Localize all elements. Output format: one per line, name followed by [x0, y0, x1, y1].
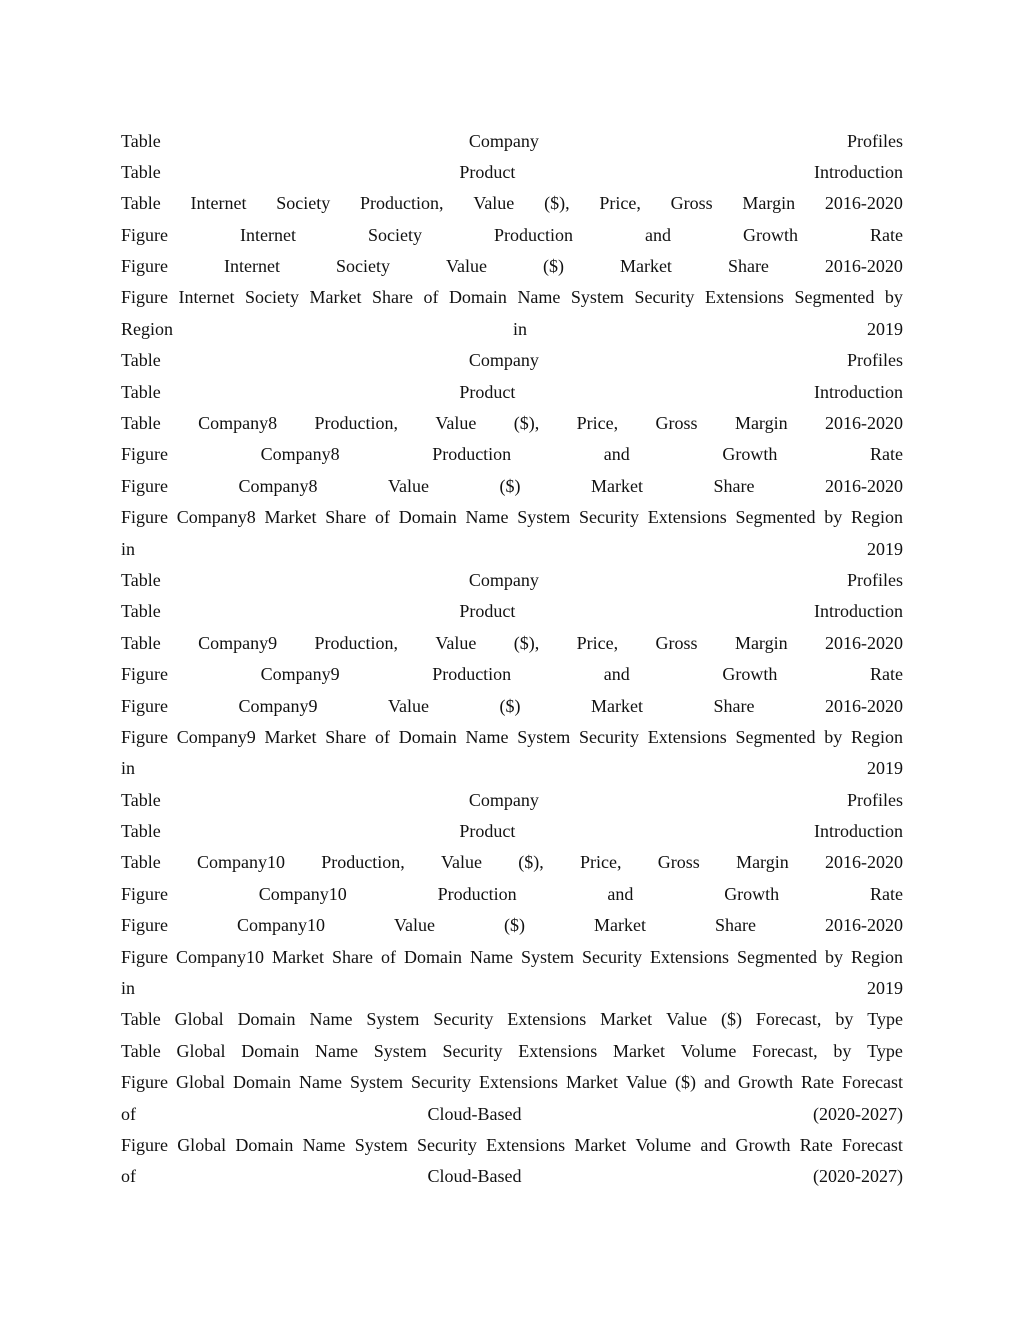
document-word: of — [380, 946, 396, 967]
document-word: by — [835, 1009, 854, 1030]
document-word: Cloud-Based — [427, 1103, 522, 1124]
document-word: Company9 — [238, 695, 318, 716]
document-word: Rate — [800, 1072, 834, 1093]
document-word: Product — [459, 381, 516, 402]
document-word: and — [703, 1072, 730, 1093]
document-word: Market — [264, 726, 317, 747]
document-line — [121, 565, 903, 596]
document-word: Market — [566, 1072, 618, 1093]
document-word: Name — [469, 946, 513, 967]
document-word: by — [824, 507, 843, 528]
document-word: Name — [465, 507, 509, 528]
document-word: Price, — [576, 632, 619, 653]
document-word: Value — [666, 1009, 708, 1030]
document-word: Share — [727, 256, 769, 277]
document-word: Company10 — [196, 852, 285, 873]
document-word: Segmented — [794, 287, 875, 308]
document-word: and — [607, 883, 634, 904]
document-line — [121, 628, 903, 659]
document-word: System — [570, 287, 624, 308]
document-word: Cloud-Based — [427, 1166, 522, 1187]
document-word: Price, — [576, 413, 619, 434]
document-word: Production — [432, 444, 512, 465]
document-word: 2016-2020 — [825, 632, 903, 653]
document-word: ($) — [542, 256, 564, 277]
document-word: Value — [435, 632, 477, 653]
document-word: Introduction — [814, 821, 903, 842]
document-line — [121, 1036, 903, 1067]
document-word: of — [121, 1103, 136, 1124]
document-word: Market — [590, 475, 643, 496]
document-line — [121, 879, 903, 910]
document-word: Security — [578, 507, 639, 528]
document-word: 2019 — [867, 758, 903, 779]
document-word: Value — [394, 915, 435, 936]
document-word: Table — [121, 601, 161, 622]
document-word: Segmented — [735, 726, 816, 747]
document-word: Internet — [240, 224, 296, 245]
document-word: Table — [121, 852, 161, 873]
document-word: Share — [325, 507, 367, 528]
document-word: ($), — [513, 632, 540, 653]
document-line — [121, 282, 903, 313]
document-word: Figure — [121, 1072, 168, 1093]
document-line — [121, 345, 903, 376]
document-word: Rate — [799, 1135, 833, 1155]
document-word: Table — [121, 413, 161, 434]
document-word: Volume — [680, 1040, 737, 1061]
document-word: in — [121, 978, 136, 999]
document-word: ($) — [674, 1072, 696, 1093]
document-line — [121, 188, 903, 219]
document-word: Domain — [403, 946, 462, 967]
document-word: Extensions — [479, 1072, 558, 1093]
document-word: 2016-2020 — [825, 852, 903, 873]
document-word: Extensions — [704, 287, 784, 308]
document-word: in — [512, 318, 527, 339]
document-word: Profiles — [847, 789, 903, 810]
document-word: Margin — [736, 852, 789, 873]
document-line — [121, 1067, 903, 1098]
document-word: Market — [309, 287, 362, 308]
document-word: Extensions — [649, 946, 729, 967]
document-word: Internet — [224, 256, 280, 277]
document-word: 2016-2020 — [824, 695, 903, 716]
document-word: and — [603, 444, 630, 465]
document-word: Extensions — [647, 507, 727, 528]
document-word: Forecast, — [755, 1009, 822, 1030]
document-word: Global — [176, 1040, 226, 1061]
document-word: Society — [276, 193, 331, 214]
document-word: Volume — [635, 1135, 692, 1155]
document-word: Production — [493, 224, 573, 245]
document-word: Forecast — [841, 1072, 903, 1093]
document-word: Share — [713, 695, 755, 716]
document-word: Society — [367, 224, 422, 245]
document-word: System — [517, 726, 571, 747]
document-word: Figure — [121, 444, 168, 465]
document-word: Company — [468, 130, 539, 151]
document-word: Market — [590, 695, 643, 716]
document-line — [121, 251, 903, 282]
document-word: Market — [574, 1135, 627, 1155]
document-word: System — [349, 1072, 403, 1093]
document-word: Figure — [121, 1135, 168, 1155]
document-word: Figure — [121, 664, 168, 685]
document-word: Production, — [360, 193, 444, 214]
document-word: Domain — [241, 1040, 300, 1061]
document-line — [121, 314, 903, 345]
document-word: Growth — [737, 1072, 793, 1093]
document-word: in — [121, 538, 136, 559]
document-word: by — [824, 946, 843, 967]
document-word: Value — [441, 852, 482, 873]
document-word: (2020-2027) — [813, 1103, 903, 1124]
document-word: Company9 — [176, 726, 256, 747]
document-line — [121, 1004, 903, 1035]
document-word: Security — [442, 1040, 503, 1061]
document-word: Name — [299, 1072, 342, 1093]
document-word: Profiles — [847, 569, 903, 590]
document-line — [121, 659, 903, 690]
document-word: Introduction — [814, 161, 903, 182]
document-word: 2016-2020 — [825, 413, 903, 434]
document-word: Price, — [580, 852, 622, 873]
document-word: Region — [850, 726, 903, 747]
document-word: Name — [517, 287, 561, 308]
document-line — [121, 942, 903, 973]
document-line — [121, 126, 903, 157]
document-word: Extensions — [518, 1040, 598, 1061]
document-word: Table — [121, 350, 161, 371]
document-word: Gross — [655, 413, 698, 434]
document-word: Market — [619, 256, 672, 277]
document-word: Company8 — [238, 475, 318, 496]
document-word: Domain — [233, 1072, 291, 1093]
document-word: Region — [850, 946, 903, 967]
document-word: ($) — [720, 1009, 742, 1030]
document-word: Global — [176, 1072, 225, 1093]
document-word: Growth — [722, 444, 778, 465]
document-line — [121, 1130, 903, 1161]
document-word: Rate — [869, 224, 903, 245]
document-word: Introduction — [814, 601, 903, 622]
document-word: Growth — [742, 224, 798, 245]
document-word: Company10 — [176, 946, 264, 967]
document-word: and — [700, 1135, 727, 1155]
document-word: Share — [371, 287, 413, 308]
document-word: Society — [244, 287, 299, 308]
document-word: Value — [388, 695, 429, 716]
document-text-block — [121, 126, 903, 1193]
document-word: Figure — [121, 726, 168, 747]
document-word: System — [354, 1135, 408, 1155]
document-word: 2019 — [867, 978, 903, 999]
document-word: Company10 — [237, 915, 325, 936]
document-word: Rate — [869, 883, 903, 904]
document-word: Margin — [734, 413, 788, 434]
document-word: Table — [121, 1009, 161, 1030]
document-word: 2019 — [867, 538, 903, 559]
document-word: of — [423, 287, 439, 308]
document-line — [121, 1161, 903, 1192]
document-word: Figure — [121, 695, 168, 716]
document-word: Production, — [321, 852, 405, 873]
document-word: Production — [437, 883, 517, 904]
document-line — [121, 220, 903, 251]
document-word: Table — [121, 821, 161, 842]
document-word: Introduction — [814, 381, 903, 402]
document-word: 2016-2020 — [824, 915, 903, 936]
document-word: Figure — [121, 883, 168, 904]
document-word: Profiles — [847, 130, 903, 151]
document-word: Name — [465, 726, 509, 747]
document-word: Figure — [121, 287, 168, 308]
document-word: Company10 — [258, 883, 347, 904]
document-word: Market — [593, 915, 646, 936]
document-word: System — [517, 507, 571, 528]
document-word: ($), — [513, 413, 540, 434]
document-word: Company8 — [260, 444, 340, 465]
document-word: 2016-2020 — [824, 256, 903, 277]
document-word: Global — [174, 1009, 224, 1030]
document-line — [121, 785, 903, 816]
document-word: Growth — [724, 883, 780, 904]
document-word: System — [366, 1009, 420, 1030]
document-word: of — [121, 1166, 136, 1187]
document-word: Forecast — [841, 1135, 903, 1155]
document-word: Value — [388, 475, 429, 496]
document-word: Name — [314, 1040, 358, 1061]
document-word: Type — [867, 1009, 903, 1030]
document-word: 2016-2020 — [824, 475, 903, 496]
document-word: Security — [578, 726, 639, 747]
document-word: Margin — [734, 632, 788, 653]
document-word: Company — [468, 350, 539, 371]
document-word: Region — [850, 507, 903, 528]
document-word: by — [833, 1040, 852, 1061]
document-word: System — [373, 1040, 427, 1061]
document-word: Rate — [869, 444, 903, 465]
document-word: Segmented — [736, 946, 817, 967]
document-word: Name — [302, 1135, 346, 1155]
document-word: Share — [325, 726, 367, 747]
document-word: Table — [121, 193, 161, 214]
document-word: Table — [121, 1040, 161, 1061]
document-line — [121, 596, 903, 627]
document-word: Gross — [657, 852, 700, 873]
document-word: Type — [867, 1040, 903, 1061]
document-word: Company9 — [260, 664, 340, 685]
document-line — [121, 910, 903, 941]
document-word: Global — [177, 1135, 227, 1155]
document-word: Figure — [121, 915, 168, 936]
document-word: Company — [468, 569, 539, 590]
document-word: Security — [433, 1009, 494, 1030]
document-word: Internet — [190, 193, 247, 214]
document-word: (2020-2027) — [813, 1166, 903, 1187]
document-word: Society — [335, 256, 390, 277]
document-line — [121, 816, 903, 847]
document-word: Figure — [121, 256, 168, 277]
document-word: Product — [459, 821, 516, 842]
document-word: Table — [121, 632, 161, 653]
document-line — [121, 847, 903, 878]
document-word: Forecast, — [752, 1040, 818, 1061]
document-word: ($) — [503, 915, 525, 936]
document-word: Security — [634, 287, 695, 308]
document-word: Value — [435, 413, 477, 434]
document-word: Company — [468, 789, 539, 810]
document-word: ($) — [499, 475, 521, 496]
document-word: Figure — [121, 224, 168, 245]
document-word: 2019 — [866, 318, 903, 339]
document-word: Security — [416, 1135, 477, 1155]
document-word: Extensions — [647, 726, 727, 747]
document-word: 2016-2020 — [824, 193, 903, 214]
document-word: Rate — [869, 664, 903, 685]
document-line — [121, 377, 903, 408]
document-word: Market — [272, 946, 324, 967]
document-word: Segmented — [735, 507, 816, 528]
document-word: Security — [581, 946, 642, 967]
document-word: Security — [411, 1072, 471, 1093]
document-line — [121, 534, 903, 565]
document-word: of — [374, 726, 390, 747]
document-word: Gross — [670, 193, 713, 214]
document-word: Domain — [235, 1135, 294, 1155]
document-word: Figure — [121, 475, 168, 496]
document-word: Domain — [398, 507, 457, 528]
document-line — [121, 722, 903, 753]
document-word: Value — [445, 256, 487, 277]
document-word: Value — [625, 1072, 667, 1093]
document-word: Price, — [599, 193, 641, 214]
document-word: Company8 — [176, 507, 256, 528]
document-word: and — [603, 664, 630, 685]
document-word: Market — [600, 1009, 653, 1030]
document-word: Gross — [655, 632, 698, 653]
document-word: Growth — [735, 1135, 791, 1155]
document-word: Table — [121, 789, 161, 810]
document-word: Figure — [121, 507, 168, 528]
document-word: Production, — [314, 632, 398, 653]
document-word: Extensions — [507, 1009, 587, 1030]
document-word: Domain — [398, 726, 457, 747]
document-line — [121, 691, 903, 722]
document-word: Domain — [448, 287, 507, 308]
document-word: in — [121, 758, 136, 779]
document-word: Growth — [722, 664, 778, 685]
document-word: by — [824, 726, 843, 747]
document-line — [121, 1099, 903, 1130]
document-word: Company9 — [198, 632, 278, 653]
document-line — [121, 973, 903, 1004]
document-word: ($), — [518, 852, 544, 873]
document-word: Company8 — [198, 413, 278, 434]
document-word: Margin — [742, 193, 796, 214]
document-word: Extensions — [486, 1135, 566, 1155]
document-line — [121, 471, 903, 502]
document-word: Share — [713, 475, 755, 496]
document-word: System — [520, 946, 574, 967]
document-word: Region — [121, 318, 173, 339]
document-word: and — [644, 224, 671, 245]
document-word: Name — [309, 1009, 353, 1030]
document-word: of — [374, 507, 390, 528]
document-word: Profiles — [847, 350, 903, 371]
document-word: Internet — [178, 287, 235, 308]
document-line — [121, 157, 903, 188]
document-line — [121, 408, 903, 439]
document-word: Share — [714, 915, 756, 936]
document-word: ($) — [499, 695, 521, 716]
document-word: by — [884, 287, 903, 308]
document-line — [121, 753, 903, 784]
document-word: Table — [121, 161, 161, 182]
document-word: Table — [121, 569, 161, 590]
document-word: Market — [612, 1040, 665, 1061]
document-word: Production — [432, 664, 512, 685]
document-line — [121, 502, 903, 533]
document-word: Product — [459, 601, 516, 622]
document-word: Product — [459, 161, 516, 182]
document-word: Share — [331, 946, 373, 967]
document-word: Figure — [121, 946, 168, 967]
document-word: Table — [121, 130, 161, 151]
document-line — [121, 439, 903, 470]
document-word: Value — [473, 193, 515, 214]
document-word: ($), — [544, 193, 570, 214]
document-word: Domain — [237, 1009, 296, 1030]
document-word: Table — [121, 381, 161, 402]
document-word: Market — [264, 507, 317, 528]
document-word: Production, — [314, 413, 398, 434]
